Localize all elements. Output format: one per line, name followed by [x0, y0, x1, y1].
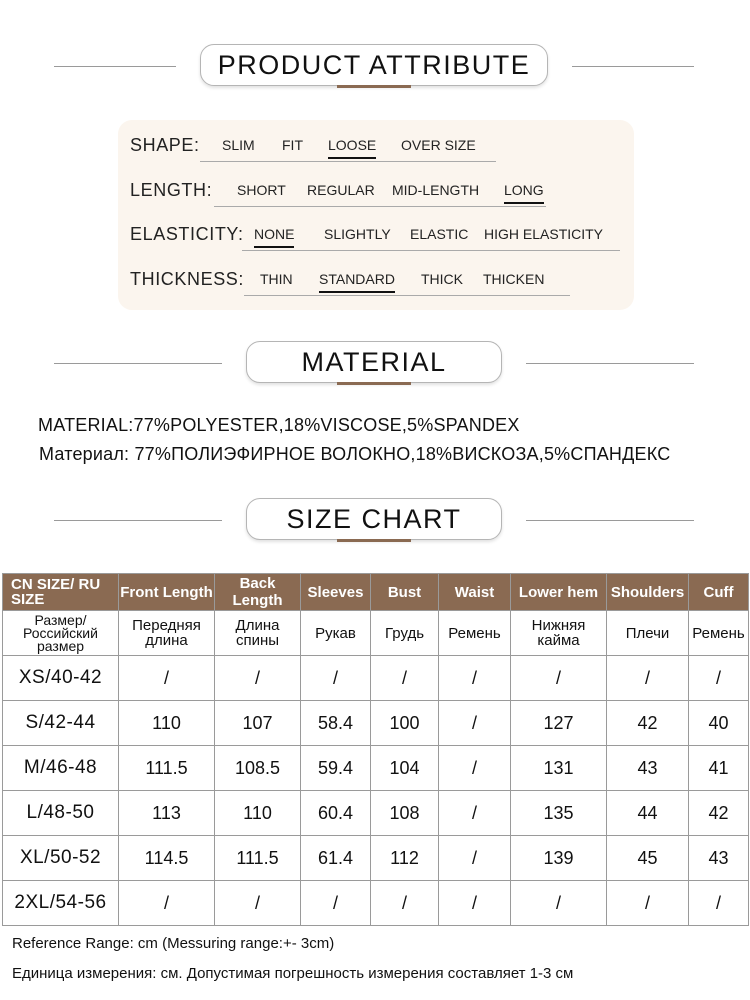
measurement-cell: /: [439, 656, 511, 701]
table-header-cell: Длина спины: [215, 611, 301, 656]
measurement-cell: /: [439, 881, 511, 926]
size-chart-table: [2, 573, 749, 926]
measurement-cell: 107: [215, 701, 301, 746]
table-header-cell: Cuff: [689, 574, 749, 611]
table-header-cell: Размер/ Российский размер: [3, 611, 119, 656]
measurement-cell: /: [301, 881, 371, 926]
attr-option: THIN: [260, 271, 293, 287]
attr-option: SLIM: [222, 137, 255, 153]
attr-option: ELASTIC: [410, 226, 469, 242]
measurement-cell: 111.5: [119, 746, 215, 791]
attr-label: ELASTICITY:: [130, 224, 244, 244]
size-label-cell: M/46-48: [3, 746, 119, 791]
attr-option: REGULAR: [307, 182, 375, 198]
measurement-cell: /: [119, 881, 215, 926]
table-header-cell: Back Length: [215, 574, 301, 611]
measurement-cell: /: [215, 656, 301, 701]
measurement-cell: /: [301, 656, 371, 701]
attr-row-shape: [118, 133, 634, 163]
measurement-cell: /: [439, 791, 511, 836]
table-header-cell: Передняя длина: [119, 611, 215, 656]
header-divider-right: [526, 363, 694, 364]
title-accent-bar: [337, 539, 411, 542]
table-header-cell: Ремень: [439, 611, 511, 656]
attr-label: THICKNESS:: [130, 269, 245, 289]
size-label-cell: XL/50-52: [3, 836, 119, 881]
measurement-cell: 110: [119, 701, 215, 746]
measurement-cell: 139: [511, 836, 607, 881]
title-accent-bar: [337, 85, 411, 88]
size-label-cell: L/48-50: [3, 791, 119, 836]
table-header-cell: Ремень: [689, 611, 749, 656]
measurement-cell: 43: [689, 836, 749, 881]
attr-underline: [244, 295, 570, 296]
measurement-cell: /: [607, 656, 689, 701]
table-header-cell: Shoulders: [607, 574, 689, 611]
measurement-cell: 114.5: [119, 836, 215, 881]
table-row: [3, 656, 749, 701]
header-divider-left: [54, 363, 222, 364]
header-divider-right: [526, 520, 694, 521]
measurement-cell: /: [439, 701, 511, 746]
attr-row-elasticity: [118, 222, 634, 252]
measurement-cell: 44: [607, 791, 689, 836]
attr-option-selected: LONG: [504, 182, 544, 198]
size-chart-title: SIZE CHART: [246, 498, 502, 540]
attr-option: OVER SIZE: [401, 137, 476, 153]
size-chart-header: [0, 498, 750, 542]
table-header-cell: Bust: [371, 574, 439, 611]
table-header-cell: Плечи: [607, 611, 689, 656]
measurement-cell: 111.5: [215, 836, 301, 881]
measurement-cell: 135: [511, 791, 607, 836]
measurement-note-russian: Единица измерения: см. Допустимая погрешность измерения составляет 1-3 см: [12, 965, 574, 982]
size-table-body: [3, 656, 749, 926]
table-header-row: [3, 574, 749, 611]
measurement-cell: 60.4: [301, 791, 371, 836]
measurement-cell: 108.5: [215, 746, 301, 791]
table-header-cell: Рукав: [301, 611, 371, 656]
table-row: [3, 701, 749, 746]
attr-option: SLIGHTLY: [324, 226, 391, 242]
attr-row-length: [118, 178, 634, 208]
material-header: [0, 341, 750, 385]
size-label-cell: S/42-44: [3, 701, 119, 746]
attr-option: THICKEN: [483, 271, 545, 287]
attr-row-thickness: [118, 267, 634, 297]
measurement-cell: /: [439, 836, 511, 881]
table-row: [3, 791, 749, 836]
table-row: [3, 836, 749, 881]
table-row: [3, 881, 749, 926]
measurement-cell: /: [215, 881, 301, 926]
measurement-cell: 41: [689, 746, 749, 791]
title-accent-bar: [337, 382, 411, 385]
measurement-cell: 59.4: [301, 746, 371, 791]
attr-option-selected: STANDARD: [319, 271, 395, 287]
material-english: MATERIAL:77%POLYESTER,18%VISCOSE,5%SPANDEX: [38, 415, 520, 435]
attr-option: SHORT: [237, 182, 286, 198]
size-label-cell: XS/40-42: [3, 656, 119, 701]
measurement-cell: 58.4: [301, 701, 371, 746]
measurement-cell: /: [371, 656, 439, 701]
attr-label: SHAPE:: [130, 135, 200, 155]
measurement-cell: 104: [371, 746, 439, 791]
attr-underline: [214, 206, 546, 207]
table-header-cell: Нижняя кайма: [511, 611, 607, 656]
measurement-cell: 100: [371, 701, 439, 746]
attr-option: THICK: [421, 271, 463, 287]
attr-option: FIT: [282, 137, 303, 153]
table-header-cell: Lower hem: [511, 574, 607, 611]
product-attribute-title: PRODUCT ATTRIBUTE: [200, 44, 548, 86]
measurement-cell: 110: [215, 791, 301, 836]
measurement-cell: /: [119, 656, 215, 701]
table-header-cell: Sleeves: [301, 574, 371, 611]
measurement-cell: 43: [607, 746, 689, 791]
measurement-cell: 40: [689, 701, 749, 746]
attr-underline: [200, 161, 496, 162]
attr-label: LENGTH:: [130, 180, 213, 200]
attr-option: HIGH ELASTICITY: [484, 226, 604, 242]
table-header-row-russian: [3, 611, 749, 656]
header-divider-left: [54, 66, 176, 67]
attr-option-selected: LOOSE: [328, 137, 377, 153]
attr-option: MID-LENGTH: [392, 182, 480, 198]
measurement-cell: 131: [511, 746, 607, 791]
measurement-cell: 42: [607, 701, 689, 746]
attr-option-selected: NONE: [254, 226, 295, 242]
product-attribute-header: [0, 44, 750, 88]
measurement-cell: /: [607, 881, 689, 926]
attr-underline: [242, 250, 620, 251]
measurement-cell: /: [439, 746, 511, 791]
measurement-cell: 42: [689, 791, 749, 836]
measurement-cell: /: [689, 881, 749, 926]
measurement-cell: 127: [511, 701, 607, 746]
reference-range-note: Reference Range: cm (Messuring range:+- 3cm): [12, 935, 335, 952]
measurement-cell: 45: [607, 836, 689, 881]
size-label-cell: 2XL/54-56: [3, 881, 119, 926]
material-russian: Материал: 77%ПОЛИЭФИРНОЕ ВОЛОКНО,18%ВИСКОЗА,5%СПАНДЕКС: [39, 444, 671, 464]
measurement-cell: 61.4: [301, 836, 371, 881]
header-divider-left: [54, 520, 222, 521]
measurement-cell: /: [689, 656, 749, 701]
measurement-cell: /: [371, 881, 439, 926]
table-row: [3, 746, 749, 791]
measurement-cell: /: [511, 656, 607, 701]
material-title: MATERIAL: [246, 341, 502, 383]
attribute-panel: [118, 120, 634, 310]
table-header-cell: Front Length: [119, 574, 215, 611]
table-header-cell: Грудь: [371, 611, 439, 656]
measurement-cell: 112: [371, 836, 439, 881]
table-header-cell: Waist: [439, 574, 511, 611]
table-header-cell: CN SIZE/ RU SIZE: [3, 574, 119, 611]
measurement-cell: 113: [119, 791, 215, 836]
measurement-cell: 108: [371, 791, 439, 836]
header-divider-right: [572, 66, 694, 67]
measurement-cell: /: [511, 881, 607, 926]
